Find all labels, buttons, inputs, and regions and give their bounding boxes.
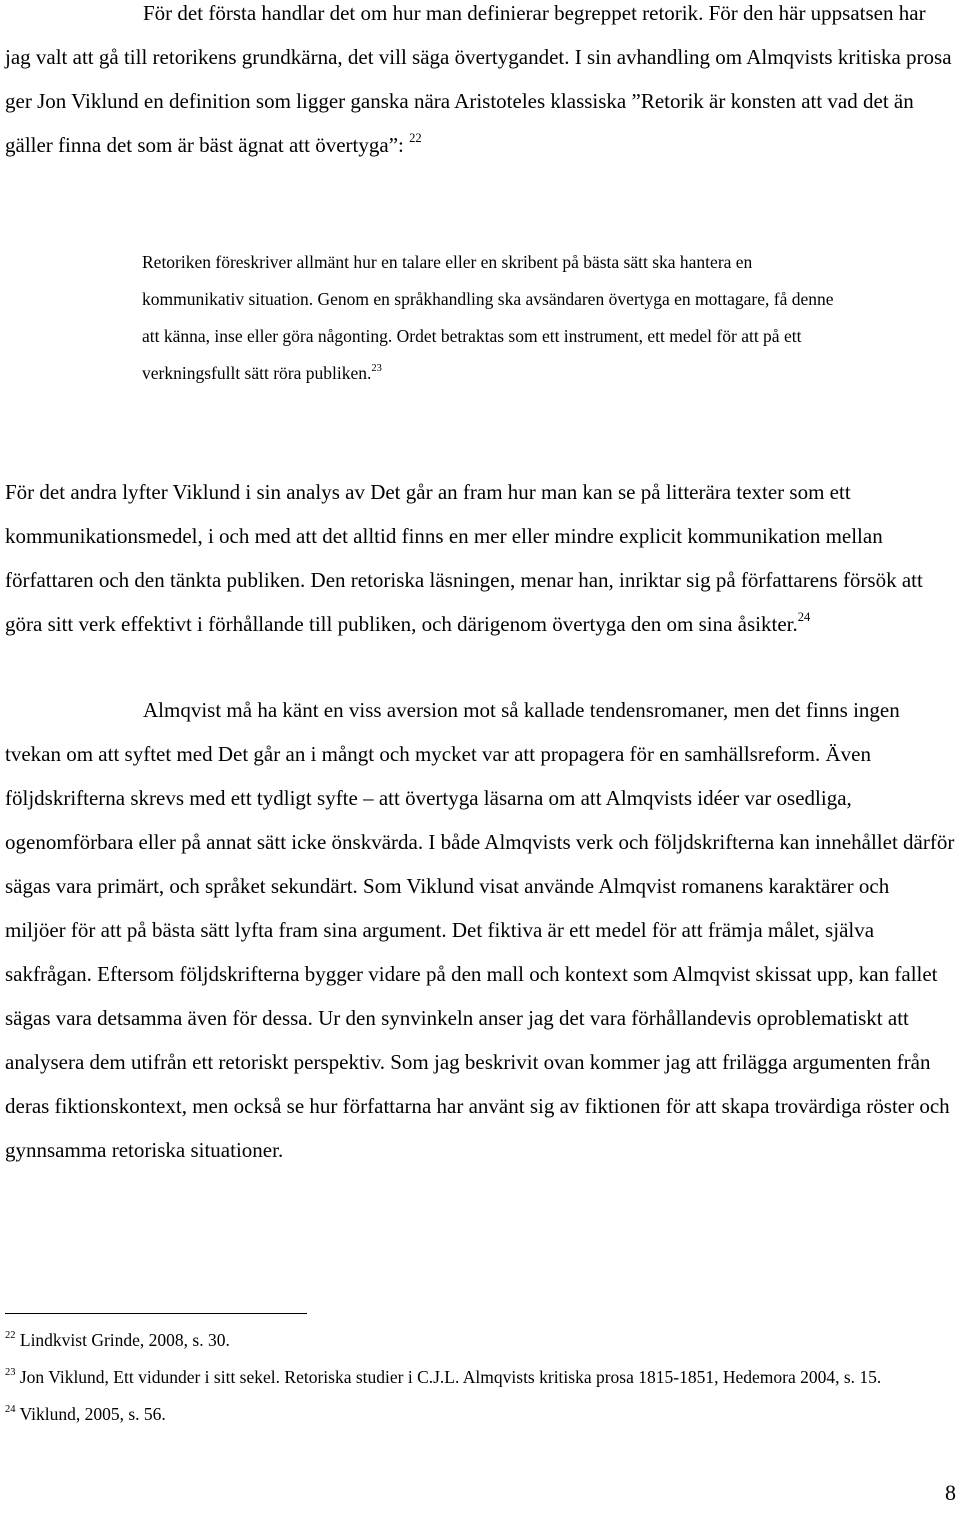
footnote-number: 23 <box>5 1366 16 1378</box>
footnote-ref-23[interactable]: 23 <box>371 362 382 374</box>
paragraph-intro: För det första handlar det om hur man definierar begreppet retorik. För den här uppsatsen har jag valt att gå till retorikens grundkärna, det vill säga övertygandet. I sin avhandling om Almqvists kritiska prosa ger Jon Viklund en definition som ligger ganska nära Aristoteles klassiska ”Retorik är konsten att vad det än gäller finna det som är bäst ägnat att övertyga”: $^{22}$ <box>5 1 952 157</box>
footnote-23: $^{23}$ Jon Viklund, Ett vidunder i sitt sekel. Retoriska studier i C.J.L. Almqvists kritiska prosa 1815-1851, Hedemora 2004, s. 15. <box>5 1366 882 1387</box>
page-number: 8 <box>945 1480 956 1505</box>
paragraph-third: Almqvist må ha känt en viss aversion mot så kallade tendensromaner, men det finns ingen tvekan om att syftet med Det går an i mångt och mycket var att propagera för en samhällsreform. Även följdskrifterna skrevs med ett tydligt syfte – att övertyga läsarna om att Almqvists idéer var osedliga, ogenomförbara eller på annat sätt icke önskvärda. I både Almqvists verk och följdskrifterna kan innehållet därför sägas vara primärt, och språket sekundärt. Som Viklund visat använde Almqvist romanens karaktärer och miljöer för att på bästa sätt lyfta fram sina argument. Det fiktiva är ett medel för att främja målet, själva sakfrågan. Eftersom följdskrifterna bygger vidare på den mall och kontext som Almqvist skissat upp, kan fallet sägas vara detsamma även för dessa. Ur den synvinkeln anser jag det vara förhållandevis oproblematiskt att analysera dem utifrån ett retoriskt perspektiv. Som jag beskrivit ovan kommer jag att frilägga argumenten från deras fiktionskontext, men också se hur författarna har använt sig av fiktionen för att skapa trovärdiga röster och gynnsamma retoriska situationer. <box>5 698 955 1162</box>
footnote-24: $^{24}$ Viklund, 2005, s. 56. <box>5 1403 166 1424</box>
footnotes <box>5 1322 960 1433</box>
paragraph-second: För det andra lyfter Viklund i sin analys av Det går an fram hur man kan se på litterära texter som ett kommunikationsmedel, i och med att det alltid finns en mer eller mindre explicit kommunikation mellan författaren och den tänkta publiken. Den retoriska läsningen, menar han, inriktar sig på författarens försök att göra sitt verk effektivt i förhållande till publiken, och därigenom övertyga den om sina åsikter.$^{24}$ <box>5 480 923 636</box>
footnote-ref-22[interactable]: 22 <box>409 131 422 146</box>
footnote-ref-24[interactable]: 24 <box>797 610 811 625</box>
block-quote: Retoriken föreskriver allmänt hur en talare eller en skribent på bästa sätt ska hantera en kommunikativ situation. Genom en språkhandling ska avsändaren övertyga en mottagare, få denne att känna, inse eller göra någonting. Ordet betraktas som ett instrument, ett medel för att på ett verkningsfullt sätt röra publiken.$^{23}$ <box>142 252 834 383</box>
footnote-separator <box>5 1313 307 1314</box>
footnote-number: 24 <box>5 1403 16 1415</box>
footnote-22: $^{22}$ Lindkvist Grinde, 2008, s. 30. <box>5 1329 230 1350</box>
footnote-number: 22 <box>5 1329 16 1341</box>
